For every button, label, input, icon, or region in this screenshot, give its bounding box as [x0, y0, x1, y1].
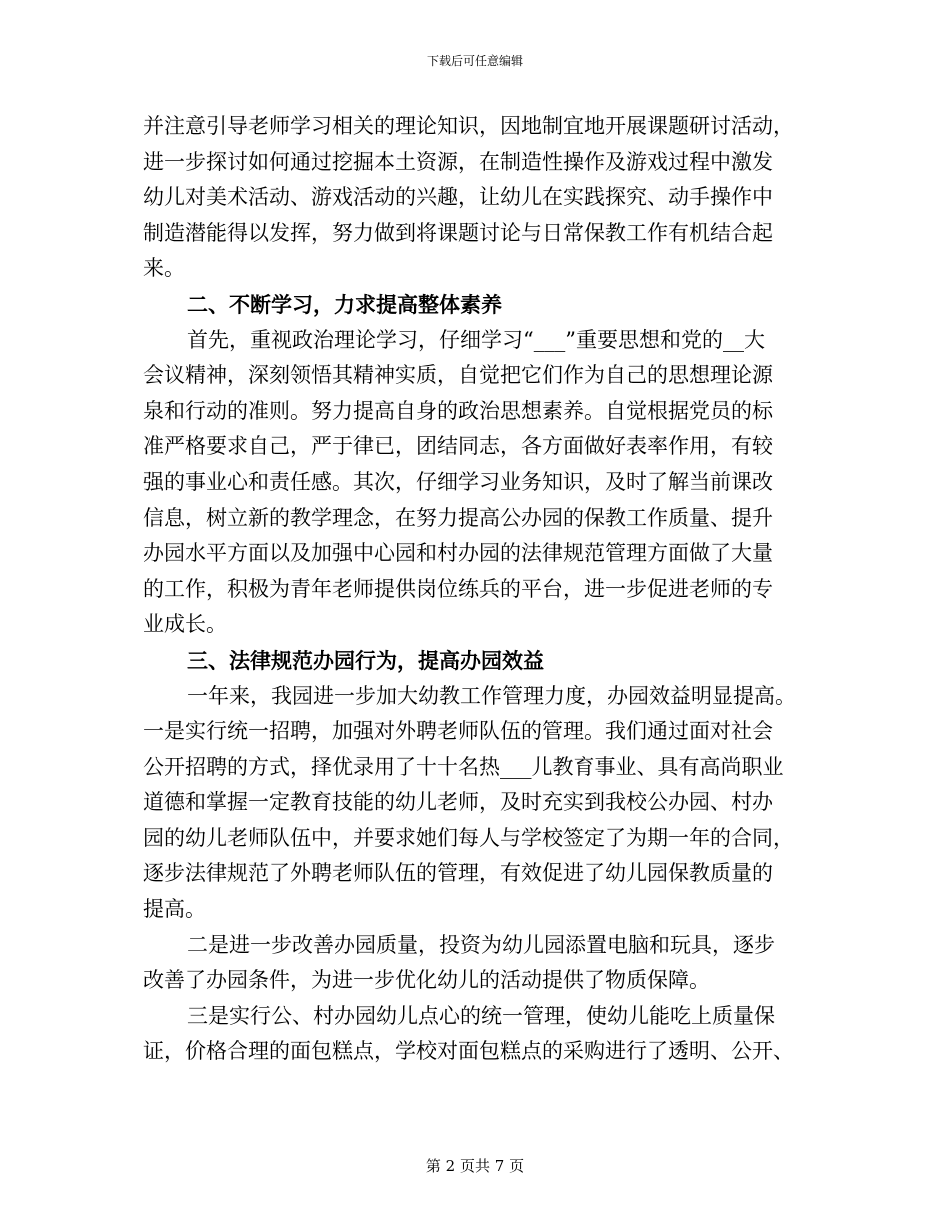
paragraph-line: 园的幼儿老师队伍中，并要求她们每人与学校签定了为期一年的合同，: [143, 825, 794, 850]
paragraph-line: 强的事业心和责任感。其次，仔细学习业务知识，及时了解当前课改: [143, 469, 773, 494]
paragraph-line: 一年来，我园进一步加大幼教工作管理力度，办园效益明显提高。: [187, 683, 796, 708]
paragraph-line: 泉和行动的准则。努力提高自身的政治思想素养。自觉根据党员的标: [143, 398, 773, 423]
section-heading: 二、不断学习，力求提高整体素养: [187, 291, 502, 317]
paragraph-line: 进一步探讨如何通过挖掘本土资源，在制造性操作及游戏过程中激发: [143, 149, 773, 174]
paragraph-line: 一是实行统一招聘，加强对外聘老师队伍的管理。我们通过面对社会: [143, 719, 773, 744]
paragraph-line: 来。: [143, 256, 185, 281]
paragraph-line: 提高。: [143, 897, 206, 922]
paragraph-line: 会议精神，深刻领悟其精神实质，自觉把它们作为自己的思想理论源: [143, 363, 773, 388]
paragraph-line: 公开招聘的方式，择优录用了十十名热___儿教育事业、具有高尚职业: [143, 754, 784, 779]
paragraph-line: 逐步法律规范了外聘老师队伍的管理，有效促进了幼儿园保教质量的: [143, 861, 773, 886]
paragraph-line: 信息，树立新的教学理念，在努力提高公办园的保教工作质量、提升: [143, 505, 773, 530]
paragraph-line: 二是进一步改善办园质量，投资为幼儿园添置电脑和玩具，逐步: [187, 932, 775, 957]
paragraph-line: 首先，重视政治理论学习，仔细学习“___”重要思想和党的__大: [187, 327, 765, 352]
paragraph-line: 三是实行公、村办园幼儿点心的统一管理，使幼儿能吃上质量保: [187, 1003, 775, 1028]
page-header: 下载后可任意编辑: [426, 54, 523, 68]
document-body: [143, 109, 803, 1070]
section-heading: 三、法律规范办园行为，提高办园效益: [187, 647, 544, 673]
paragraph-line: 幼儿对美术活动、游戏活动的兴趣，让幼儿在实践探究、动手操作中: [143, 185, 773, 210]
paragraph-line: 道德和掌握一定教育技能的幼儿老师，及时充实到我校公办园、村办: [143, 790, 773, 815]
paragraph-line: 的工作，积极为青年老师提供岗位练兵的平台，进一步促进老师的专: [143, 576, 773, 601]
paragraph-line: 改善了办园条件，为进一步优化幼儿的活动提供了物质保障。: [143, 968, 710, 993]
paragraph-line: 制造潜能得以发挥，努力做到将课题讨论与日常保教工作有机结合起: [143, 220, 773, 245]
paragraph-line: 准严格要求自己，严于律已，团结同志，各方面做好表率作用，有较: [143, 434, 773, 459]
page-footer: 第 2 页共 7 页: [425, 1157, 525, 1175]
paragraph-line: 办园水平方面以及加强中心园和村办园的法律规范管理方面做了大量: [143, 541, 773, 566]
paragraph-line: 证，价格合理的面包糕点，学校对面包糕点的采购进行了透明、公开、: [143, 1039, 794, 1064]
paragraph-line: 并注意引导老师学习相关的理论知识，因地制宜地开展课题研讨活动，: [143, 114, 794, 138]
paragraph-line: 业成长。: [143, 612, 227, 637]
